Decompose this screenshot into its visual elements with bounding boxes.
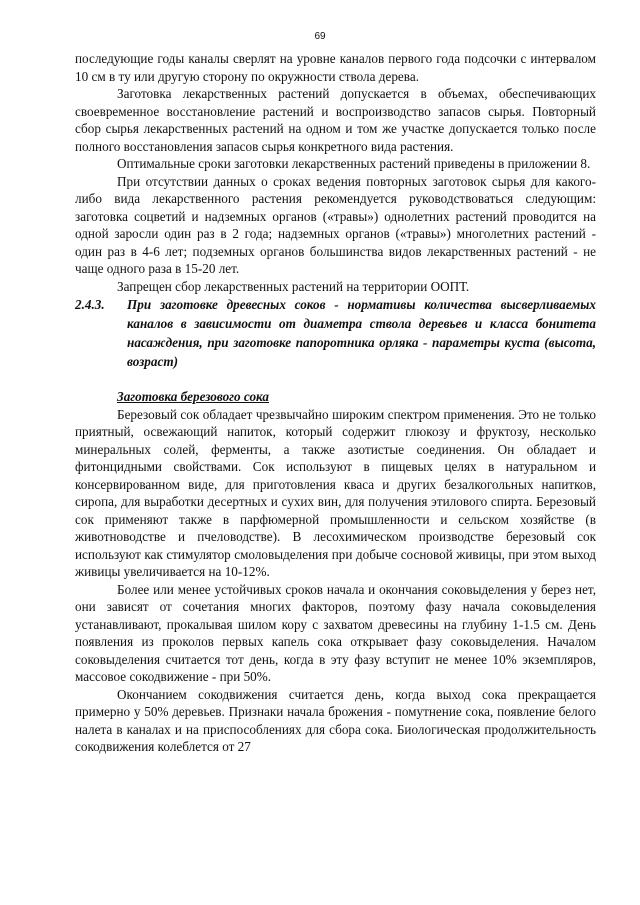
section-heading <box>75 295 596 371</box>
section-title: При заготовке древесных соков - нормативы количества высверливаемых каналов в зависимости от диаметра ствола деревьев и класса бонитета насаждения, при заготовке папоротника орляка - параметры куста (высота, возраст) <box>127 297 596 369</box>
paragraph: Оптимальные сроки заготовки лекарственных растений приведены в приложении 8. <box>117 156 591 171</box>
subheading: Заготовка березового сока <box>117 389 269 404</box>
paragraph: Заготовка лекарственных растений допускается в объемах, обеспечивающих своевременное восстановление растений и воспроизводство запасов сырья. Повторный сбор сырья лекарственных растений на одном и том же участке допускается только после полного восстановления запасов сырья конкретного вида растения. <box>75 86 596 154</box>
paragraph: При отсутствии данных о сроках ведения повторных заготовок сырья для какого-либо вида лекарственного растения рекомендуется руководствоваться следующим: заготовка соцветий и надземных органов («травы») однолетних растений проводится на одной заросли один раз в 2 года; надземных органов («травы») многолетних растений - один раз в 4-6 лет; подземных органов большинства видов лекарственных растений - не чаще одного раза в 15-20 лет. <box>75 173 596 276</box>
section-number: 2.4.3. <box>75 297 105 312</box>
page-number: 69 <box>314 31 326 42</box>
paragraph: Более или менее устойчивых сроков начала и окончания соковыделения у берез нет, они зависят от сочетания многих факторов, поэтому фазу начала соковыделения устанавливают, прокалывая шилом кору с захватом древесины на глубину 1-1.5 см. День появления из проколов первых капель сока открывает фазу соковыделения. Началом соковыделения считается тот день, когда в эту фазу вступит не менее 10% экземпляров, массовое сокодвижение - при 50%. <box>75 581 596 684</box>
paragraph: Окончанием сокодвижения считается день, когда выход сока прекращается примерно у 50% деревьев. Признаки начала брожения - помутнение сока, появление белого налета в каналах и на приспособлениях для сбора сока. Биологическая продолжительность сокодвижения колеблется от 27 <box>75 686 596 754</box>
paragraph: последующие годы каналы сверлят на уровне каналов первого года подсочки с интервалом 10 см в ту или другую сторону по окружности ствола дерева. <box>75 51 596 84</box>
paragraph: Запрещен сбор лекарственных растений на территории ООПТ. <box>117 278 470 294</box>
paragraph: Березовый сок обладает чрезвычайно широким спектром применения. Это не только приятный, освежающий напиток, который содержит глюкозу и фруктозу, несколько минеральных солей, ферменты, а также азотистые соединения. Он обладает и фитонцидными свойствами. Сок используют в пищевых целях в натуральном и консервированном виде, для приготовления кваса и других безалкогольных напитков, сиропа, для выработки десертных и сухих вин, для получения этилового спирта. Березовый сок применяют также в парфюмерной промышленности и сельском хозяйстве (в животноводстве и пчеловодстве). В лесохимическом производстве березовый сок используют как стимулятор смоловыделения при добыче сосновой живицы, при этом выход живицы увеличивается на 10-12%. <box>75 406 596 579</box>
document-body <box>75 50 596 756</box>
